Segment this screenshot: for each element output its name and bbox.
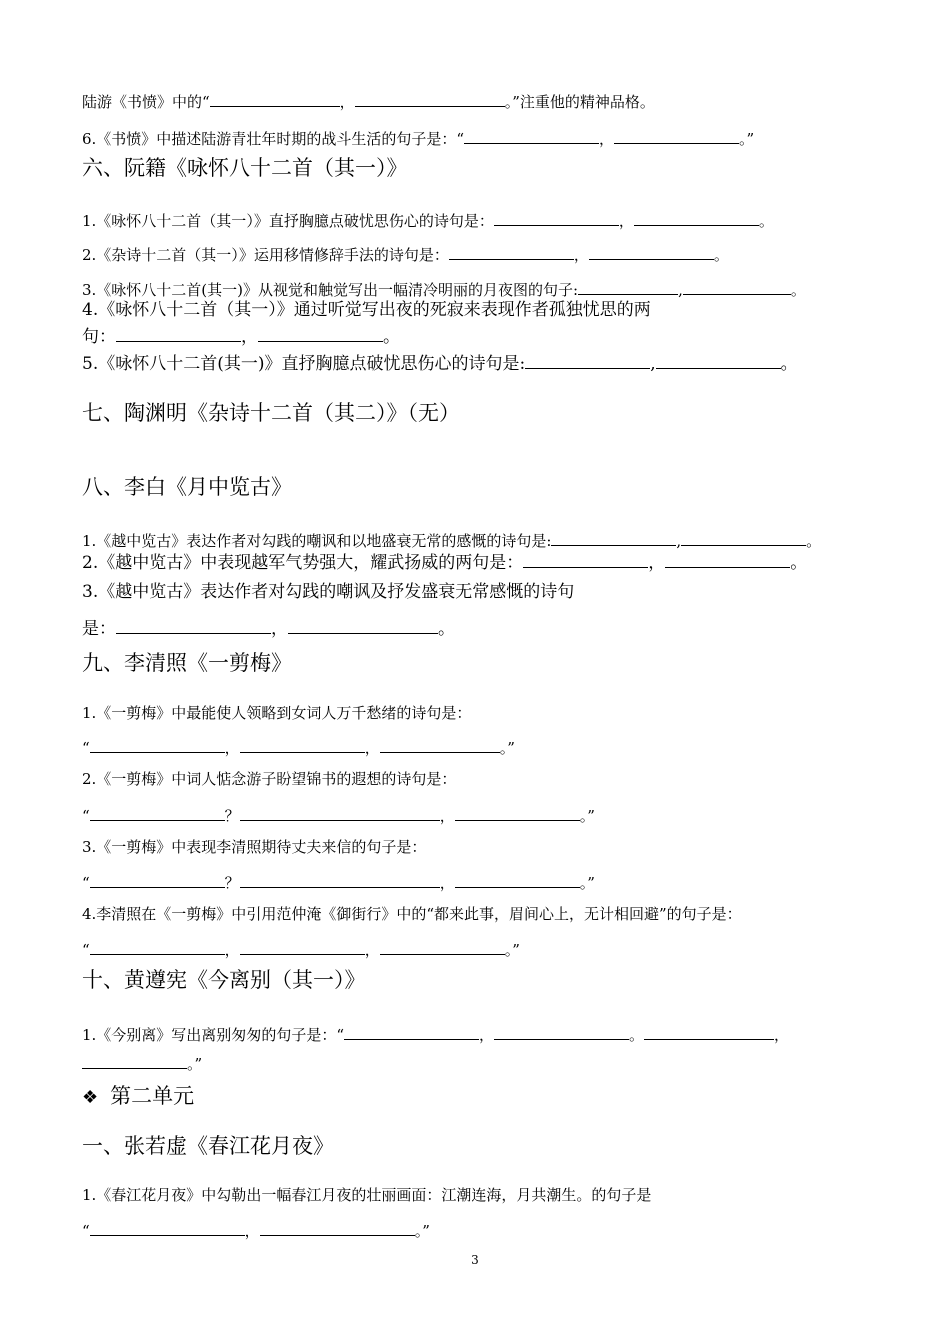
blank[interactable] [90, 738, 225, 753]
question-9-2-answer: “ ？ ， 。” [82, 807, 595, 825]
blank[interactable] [494, 211, 619, 226]
question-9-3: 3.《一剪梅》中表现李清照期待丈夫来信的句子是： [82, 838, 427, 856]
section-heading-9: 九、李清照《一剪梅》 [82, 651, 292, 675]
question-8-1: 1.《越中览古》表达作者对勾践的嘲讽和以地盛衰无常的感慨的诗句是: , 。 [82, 532, 822, 550]
question-6-4-answer: 句： ， 。 [82, 327, 400, 347]
blank[interactable] [578, 280, 678, 295]
blank[interactable] [589, 245, 714, 260]
question-8-2: 2.《越中览古》中表现越军气势强大，耀武扬威的两句是： ， 。 [82, 553, 808, 573]
question-6-4: 4.《咏怀八十二首（其一）》通过听觉写出夜的死寂来表现作者孤独忧思的两 [82, 300, 651, 320]
section-heading-unit2-1: 一、张若虚《春江花月夜》 [82, 1134, 334, 1158]
blank[interactable] [90, 806, 225, 821]
blank[interactable] [449, 245, 574, 260]
question-6-5: 5.《咏怀八十二首(其一)》直抒胸臆点破忧思伤心的诗句是: , 。 [82, 354, 798, 374]
blank[interactable] [210, 92, 340, 107]
blank[interactable] [355, 92, 505, 107]
blank[interactable] [494, 1025, 629, 1040]
question-10-1-cont: 。” [82, 1054, 202, 1072]
blank[interactable] [90, 1221, 245, 1236]
question-unit2-1: 1.《春江花月夜》中勾勒出一幅春江月夜的壮丽画面：江潮连海，月共潮生。的句子是 [82, 1186, 652, 1204]
blank[interactable] [380, 940, 505, 955]
blank[interactable] [240, 940, 365, 955]
blank[interactable] [665, 553, 790, 568]
page-number: 3 [471, 1253, 479, 1267]
blank[interactable] [551, 531, 676, 546]
blank[interactable] [344, 1025, 479, 1040]
unit-heading: ❖ 第二单元 [82, 1084, 195, 1108]
question-10-1: 1.《今别离》写出离别匆匆的句子是：“ ， 。 ， [82, 1026, 790, 1044]
blank[interactable] [240, 738, 365, 753]
blank[interactable] [634, 211, 759, 226]
question-9-1-answer: “ ， ， 。” [82, 739, 515, 757]
question-shufen-6: 6.《书愤》中描述陆游青壮年时期的战斗生活的句子是：“ ， 。” [82, 130, 755, 148]
blank[interactable] [90, 940, 225, 955]
blank[interactable] [288, 619, 438, 634]
question-8-3: 3.《越中览古》表达作者对勾践的嘲讽及抒发盛衰无常感慨的诗句 [82, 582, 575, 602]
blank[interactable] [380, 738, 500, 753]
blank[interactable] [240, 806, 440, 821]
question-6-2: 2.《杂诗十二首（其一）》运用移情修辞手法的诗句是： ， 。 [82, 246, 729, 264]
question-9-4: 4.李清照在《一剪梅》中引用范仲淹《御街行》中的“都来此事，眉间心上，无计相回避”的句子是： [82, 905, 742, 923]
blank[interactable] [82, 1054, 187, 1069]
blank[interactable] [260, 1221, 415, 1236]
blank[interactable] [681, 531, 806, 546]
question-unit2-1-answer: “ ， 。” [82, 1222, 430, 1240]
blank[interactable] [464, 129, 599, 144]
question-6-3: 3.《咏怀八十二首(其一)》从视觉和触觉写出一幅清冷明丽的月夜图的句子: , 。 [82, 281, 806, 299]
section-heading-7: 七、陶渊明《杂诗十二首（其二）》（无） [82, 401, 460, 425]
question-9-2: 2.《一剪梅》中词人惦念游子盼望锦书的遐想的诗句是： [82, 770, 457, 788]
blank[interactable] [644, 1025, 774, 1040]
blank[interactable] [683, 280, 791, 295]
blank[interactable] [116, 327, 241, 342]
question-9-3-answer: “ ？ ， 。” [82, 874, 595, 892]
section-heading-8: 八、李白《月中览古》 [82, 475, 292, 499]
blank[interactable] [116, 619, 271, 634]
blank[interactable] [525, 354, 650, 369]
section-heading-10: 十、黄遵宪《今离别（其一）》 [82, 968, 366, 992]
blank[interactable] [523, 553, 648, 568]
question-8-3-answer: 是： ， 。 [82, 619, 455, 639]
section-heading-6: 六、阮籍《咏怀八十二首（其一）》 [82, 156, 408, 180]
blank[interactable] [455, 806, 580, 821]
blank[interactable] [90, 873, 225, 888]
question-6-1: 1.《咏怀八十二首（其一）》直抒胸臆点破忧思伤心的诗句是： ， 。 [82, 212, 774, 230]
blank[interactable] [455, 873, 580, 888]
question-9-4-answer: “ ， ， 。” [82, 941, 520, 959]
blank[interactable] [656, 354, 781, 369]
blank[interactable] [240, 873, 440, 888]
blank[interactable] [258, 327, 383, 342]
question-9-1: 1.《一剪梅》中最能使人领略到女词人万千愁绪的诗句是： [82, 704, 472, 722]
line-shufen-character: 陆游《书愤》中的“ ， 。”注重他的精神品格。 [82, 93, 655, 111]
diamond-icon: ❖ [82, 1087, 99, 1108]
blank[interactable] [614, 129, 739, 144]
